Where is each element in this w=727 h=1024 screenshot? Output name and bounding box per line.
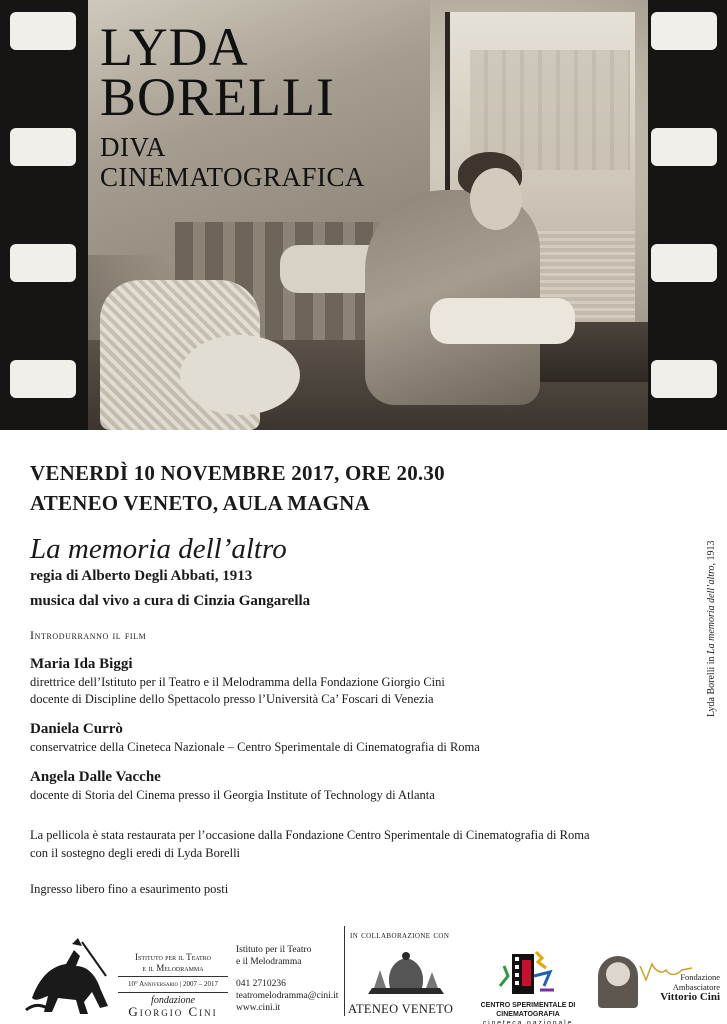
film-title: La memoria dell’altro bbox=[30, 533, 287, 565]
institute-name-line-1: Istituto per il Teatro bbox=[135, 952, 211, 962]
contact-line-1: Istituto per il Teatro bbox=[236, 945, 312, 955]
film-sprocket-hole bbox=[651, 12, 717, 50]
cini-line-2: Ambasciatore bbox=[672, 982, 720, 992]
contact-line-2: e il Melodramma bbox=[236, 957, 302, 967]
photo-caption bbox=[706, 540, 720, 717]
event-venue: ATENEO VENETO, AULA MAGNA bbox=[30, 491, 370, 515]
speaker-role: docente di Storia del Cinema presso il Georgia Institute of Technology di Atlanta bbox=[30, 788, 435, 802]
speaker-name: Angela Dalle Vacche bbox=[30, 769, 161, 785]
subtitle-line-1: DIVA bbox=[100, 132, 167, 162]
film-sprocket-hole bbox=[651, 128, 717, 166]
ateneo-veneto-emblem-icon bbox=[360, 948, 452, 998]
csc-filmstrip-logo-icon bbox=[494, 946, 564, 1001]
poster-photo bbox=[0, 0, 727, 430]
institute-name-line-2: e il Melodramma bbox=[142, 963, 204, 973]
speaker-name: Maria Ida Biggi bbox=[30, 656, 133, 672]
csc-name: CENTRO SPERIMENTALE DI CINEMATOGRAFIA bbox=[480, 1002, 576, 1018]
caption-prefix: Lyda Borelli in bbox=[706, 653, 717, 717]
film-sprocket-hole bbox=[651, 244, 717, 282]
ledge-pillow bbox=[430, 298, 575, 344]
speaker-role: direttrice dell’Istituto per il Teatro e il Melodramma della Fondazione Giorgio Cini bbox=[30, 675, 445, 689]
cini-line-3: Vittorio Cini bbox=[660, 991, 720, 1003]
csc-label bbox=[463, 1001, 593, 1024]
anniversary: 10° Anniversario | 2007 – 2017 bbox=[127, 980, 218, 988]
collaboration-label: in collaborazione con bbox=[350, 930, 450, 941]
contact-info bbox=[236, 944, 341, 1014]
poster-title bbox=[100, 17, 366, 192]
actress-face bbox=[470, 168, 522, 230]
contact-website[interactable]: www.cini.it bbox=[236, 1003, 281, 1013]
fondazione-vittorio-cini-logo bbox=[640, 972, 720, 1002]
film-sprocket-hole bbox=[10, 244, 76, 282]
film-sprocket-hole bbox=[10, 360, 76, 398]
st-george-horse-logo-icon bbox=[22, 936, 114, 1016]
vittorio-cini-portrait bbox=[598, 956, 638, 1008]
csc-subtitle: cineteca nazionale bbox=[482, 1020, 574, 1024]
restoration-line-1: La pellicola è stata restaurata per l’occasione dalla Fondazione Centro Sperimentale di Cinematografia di Roma bbox=[30, 828, 590, 842]
contact-email[interactable]: teatromelodramma@cini.it bbox=[236, 991, 339, 1001]
entry-note: Ingresso libero fino a esaurimento posti bbox=[30, 882, 229, 896]
caption-film: La memoria dell’altro bbox=[706, 565, 717, 654]
institute-logo bbox=[118, 952, 228, 1017]
cini-line-1: Fondazione bbox=[680, 972, 720, 982]
chair-cushion bbox=[180, 335, 300, 415]
speaker-name: Daniela Currò bbox=[30, 721, 123, 737]
title-line-2: BORELLI bbox=[100, 67, 335, 127]
subtitle-line-2: CINEMATOGRAFICA bbox=[100, 162, 366, 192]
title-line-1: LYDA bbox=[100, 17, 249, 77]
speaker-role: conservatrice della Cineteca Nazionale – Centro Sperimentale di Cinematografia di Roma bbox=[30, 740, 480, 754]
film-director: regia di Alberto Degli Abbati, 1913 bbox=[30, 568, 253, 584]
film-sprocket-hole bbox=[10, 12, 76, 50]
film-sprocket-hole bbox=[10, 128, 76, 166]
divider bbox=[118, 992, 228, 993]
film-sprocket-hole bbox=[651, 360, 717, 398]
caption-suffix: , 1913 bbox=[706, 540, 717, 566]
restoration-line-2: con il sostegno degli eredi di Lyda Borelli bbox=[30, 846, 241, 860]
giorgio-cini-label: Giorgio Cini bbox=[128, 1004, 218, 1019]
contact-phone: 041 2710236 bbox=[236, 979, 286, 989]
event-date: VENERDÌ 10 NOVEMBRE 2017, ORE 20.30 bbox=[30, 461, 445, 485]
fondazione-label: fondazione bbox=[151, 995, 195, 1006]
footer-logos bbox=[0, 926, 727, 1024]
intro-label: Introdurranno il film bbox=[30, 628, 147, 642]
event-details bbox=[30, 458, 670, 898]
restoration-note bbox=[30, 826, 670, 862]
divider bbox=[344, 926, 345, 1016]
ateneo-veneto-label: ATENEO VENETO bbox=[348, 1002, 454, 1016]
speaker-role: docente di Discipline dello Spettacolo presso l’Università Ca’ Foscari di Venezia bbox=[30, 692, 434, 706]
film-music: musica dal vivo a cura di Cinzia Gangarella bbox=[30, 593, 311, 609]
divider bbox=[118, 976, 228, 977]
